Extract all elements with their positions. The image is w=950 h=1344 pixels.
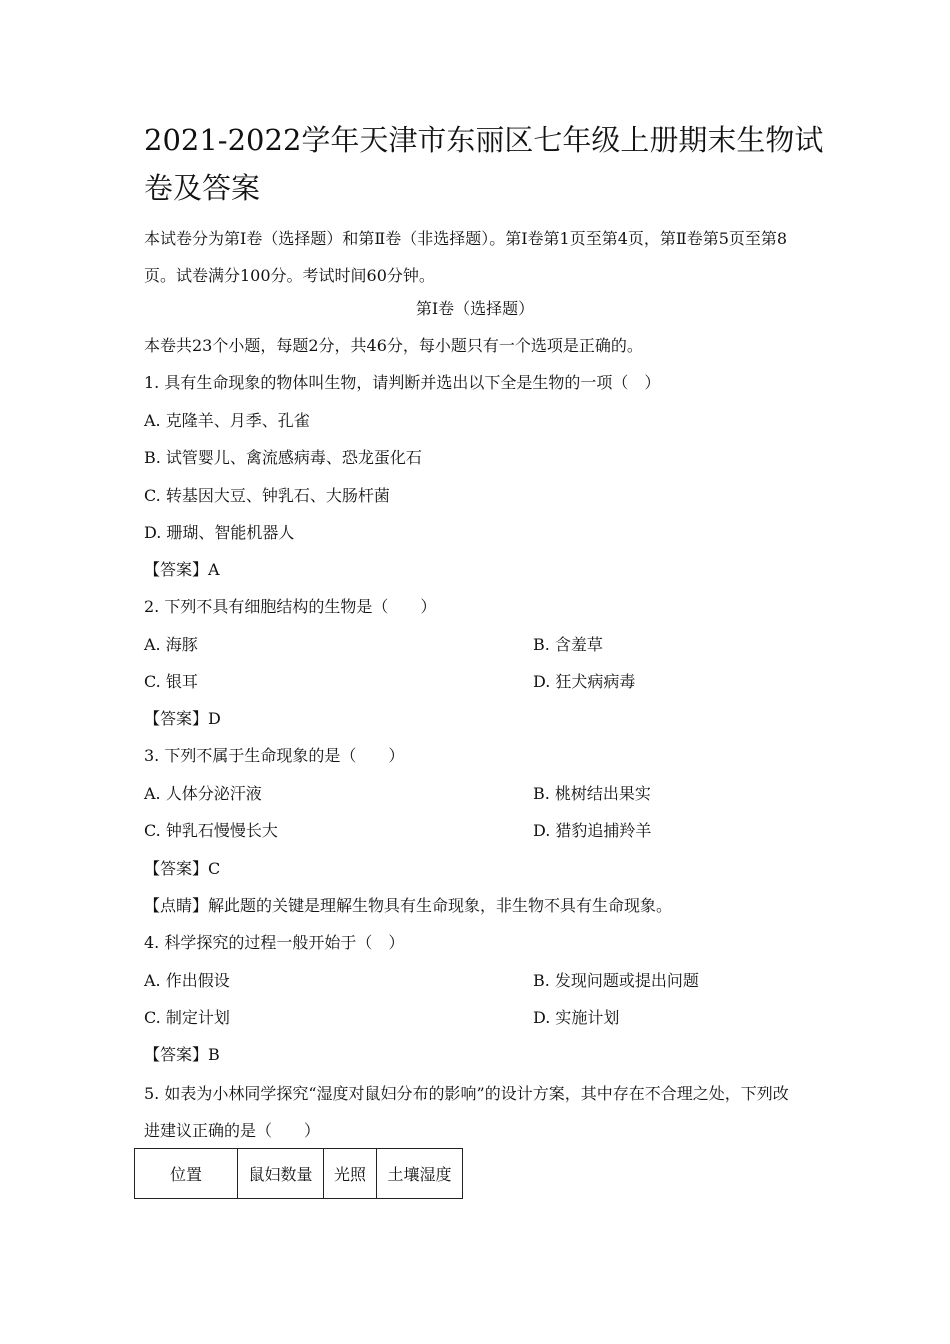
document-title: 2021-2022学年天津市东丽区七年级上册期末生物试卷及答案 bbox=[144, 123, 824, 205]
section-title: 第Ⅰ卷（选择题） bbox=[415, 299, 535, 318]
q4-answer: 【答案】B bbox=[144, 1045, 220, 1064]
q4-option-d: D. 实施计划 bbox=[533, 1008, 620, 1027]
exam-intro: 本试卷分为第Ⅰ卷（选择题）和第Ⅱ卷（非选择题）。第Ⅰ卷第1页至第4页，第Ⅱ卷第5页至第8页。试卷满分100分。考试时间60分钟。 bbox=[144, 229, 788, 285]
table-header-cell: 位置 bbox=[135, 1149, 238, 1199]
q4-option-a: A. 作出假设 bbox=[144, 971, 230, 990]
q1-option-b: B. 试管婴儿、禽流感病毒、恐龙蛋化石 bbox=[144, 448, 422, 467]
q5-stem: 5. 如表为小林同学探究“湿度对鼠妇分布的影响”的设计方案，其中存在不合理之处，下列改进建议正确的是（ ） bbox=[144, 1084, 789, 1140]
q1-option-d: D. 珊瑚、智能机器人 bbox=[144, 523, 295, 542]
q2-option-c: C. 银耳 bbox=[144, 672, 198, 691]
q2-option-d: D. 狂犬病病毒 bbox=[533, 672, 636, 691]
q3-note: 【点睛】解此题的关键是理解生物具有生命现象，非生物不具有生命现象。 bbox=[144, 896, 673, 915]
table-header-cell: 土壤湿度 bbox=[377, 1149, 463, 1199]
q3-option-b: B. 桃树结出果实 bbox=[533, 784, 651, 803]
q3-stem: 3. 下列不属于生命现象的是（ ） bbox=[144, 746, 405, 765]
q1-stem: 1. 具有生命现象的物体叫生物，请判断并选出以下全是生物的一项（ ） bbox=[144, 373, 661, 392]
q4-stem: 4. 科学探究的过程一般开始于（ ） bbox=[144, 933, 405, 952]
q2-answer: 【答案】D bbox=[144, 709, 221, 728]
q4-option-b: B. 发现问题或提出问题 bbox=[533, 971, 699, 990]
q4-option-c: C. 制定计划 bbox=[144, 1008, 230, 1027]
q3-option-c: C. 钟乳石慢慢长大 bbox=[144, 821, 278, 840]
q1-option-c: C. 转基因大豆、钟乳石、大肠杆菌 bbox=[144, 486, 390, 505]
q3-option-a: A. 人体分泌汗液 bbox=[144, 784, 262, 803]
q1-answer: 【答案】A bbox=[144, 560, 220, 579]
q3-option-d: D. 猎豹追捕羚羊 bbox=[533, 821, 652, 840]
table-header-cell: 鼠妇数量 bbox=[238, 1149, 324, 1199]
q2-option-b: B. 含羞草 bbox=[533, 635, 603, 654]
q2-stem: 2. 下列不具有细胞结构的生物是（ ） bbox=[144, 597, 437, 616]
q3-answer: 【答案】C bbox=[144, 859, 221, 878]
table-row bbox=[135, 1149, 463, 1199]
q5-table bbox=[134, 1148, 463, 1199]
section-note: 本卷共23个小题，每题2分，共46分，每小题只有一个选项是正确的。 bbox=[144, 336, 643, 355]
table-header-cell: 光照 bbox=[324, 1149, 377, 1199]
q1-option-a: A. 克隆羊、月季、孔雀 bbox=[144, 411, 310, 430]
q2-option-a: A. 海豚 bbox=[144, 635, 198, 654]
